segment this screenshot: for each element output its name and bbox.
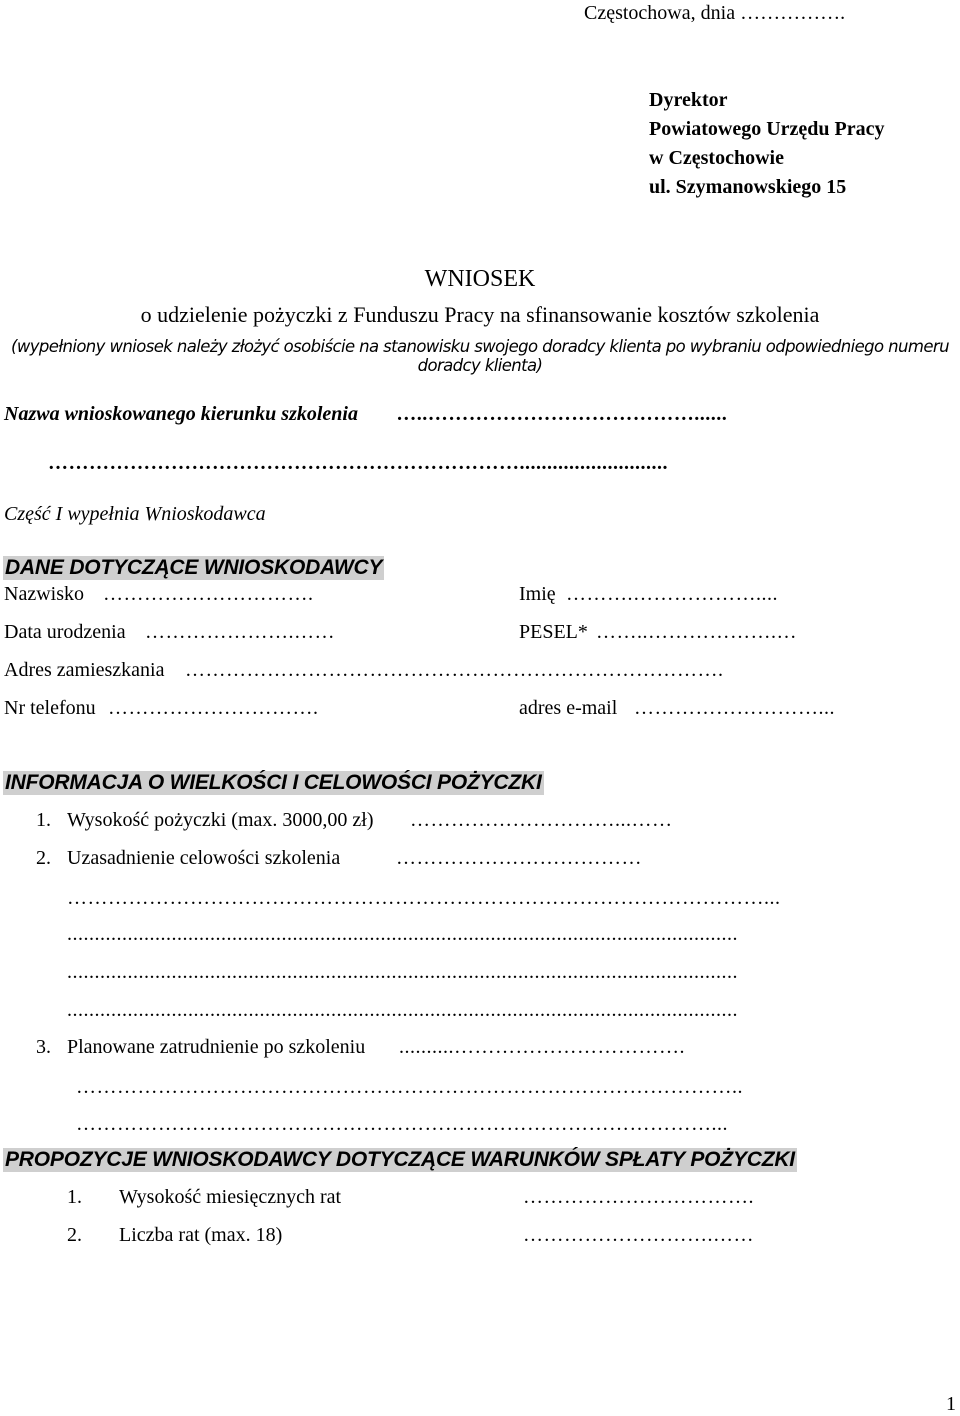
planned-employment-field[interactable]: ..........…………………………….: [399, 1036, 685, 1058]
addressee-line-4: ul. Szymanowskiego 15: [649, 176, 847, 198]
course-name-label: Nazwa wnioskowanego kierunku szkolenia: [4, 403, 358, 425]
applicant-section-heading: DANE DOTYCZĄCE WNIOSKODAWCY: [5, 556, 383, 579]
repay-item-2-number: 2.: [67, 1224, 82, 1246]
loan-amount-field[interactable]: …………………………...……: [410, 809, 673, 831]
instruction-note-line-2: doradcy klienta): [417, 356, 543, 375]
monthly-installment-label: Wysokość miesięcznych rat: [119, 1186, 342, 1208]
justification-line-3[interactable]: ..........................................................................................................................: [67, 961, 738, 983]
surname-label: Nazwisko: [4, 583, 84, 605]
phone-field[interactable]: ………………………….: [108, 697, 319, 719]
addressee-line-3: w Częstochowie: [649, 147, 784, 169]
firstname-field[interactable]: ……….………………....: [566, 583, 778, 605]
installment-count-field[interactable]: ……………………….……: [523, 1224, 754, 1246]
loan-info-section-heading: INFORMACJA O WIELKOŚCI I CELOWOŚCI POŻYCZKI: [5, 771, 542, 794]
address-label: Adres zamieszkania: [4, 659, 165, 681]
planned-employment-line-2[interactable]: …………………………………………………………………………………...: [76, 1113, 728, 1135]
planned-employment-line-1[interactable]: ……………………………………………………………………………………..: [76, 1076, 743, 1098]
justification-label: Uzasadnienie celowości szkolenia: [67, 847, 341, 869]
document-title: WNIOSEK: [424, 266, 536, 292]
justification-line-4[interactable]: ..........................................................................................................................: [67, 999, 738, 1021]
email-field[interactable]: ………………………...: [634, 697, 835, 719]
repay-item-1-number: 1.: [67, 1186, 82, 1208]
loan-amount-label: Wysokość pożyczki (max. 3000,00 zł): [67, 809, 374, 831]
addressee-line-1: Dyrektor: [649, 89, 728, 111]
pesel-field[interactable]: ……..……………….…: [596, 621, 797, 643]
monthly-installment-field[interactable]: …………………………….: [523, 1186, 754, 1208]
justification-line-1[interactable]: …………………………………………………………………………………………...: [67, 887, 781, 909]
justification-field[interactable]: ………………………………: [396, 847, 642, 869]
page-number: 1: [946, 1393, 956, 1415]
justification-line-2[interactable]: ..........................................................................................................................: [67, 923, 738, 945]
document-subtitle: o udzielenie pożyczki z Funduszu Pracy na sfinansowanie kosztów szkolenia: [140, 302, 820, 327]
birthdate-field[interactable]: ………………….……: [145, 621, 335, 643]
repayment-section-heading: PROPOZYCJE WNIOSKODAWCY DOTYCZĄCE WARUNKÓW SPŁATY POŻYCZKI: [5, 1148, 795, 1171]
course-name-field-continued[interactable]: ……………………………………………………………...........................: [48, 452, 668, 474]
phone-label: Nr telefonu: [4, 697, 96, 719]
place-date: Częstochowa, dnia …………….: [584, 2, 846, 24]
loan-item-1-number: 1.: [36, 809, 51, 831]
address-field[interactable]: …………………………………………………………………….: [185, 659, 724, 681]
addressee-line-2: Powiatowego Urzędu Pracy: [649, 118, 885, 140]
loan-item-3-number: 3.: [36, 1036, 51, 1058]
installment-count-label: Liczba rat (max. 18): [119, 1224, 283, 1246]
planned-employment-label: Planowane zatrudnienie po szkoleniu: [67, 1036, 366, 1058]
course-name-field[interactable]: …..…………………………………......: [397, 403, 728, 425]
surname-field[interactable]: ………………………….: [103, 583, 314, 605]
loan-item-2-number: 2.: [36, 847, 51, 869]
pesel-label: PESEL*: [519, 621, 588, 643]
birthdate-label: Data urodzenia: [4, 621, 126, 643]
part-one-label: Część I wypełnia Wnioskodawca: [4, 503, 266, 525]
email-label: adres e-mail: [519, 697, 618, 719]
instruction-note-line-1: (wypełniony wniosek należy złożyć osobiście na stanowisku swojego doradcy klienta po wybraniu odpowiedniego numeru: [11, 337, 949, 356]
firstname-label: Imię: [519, 583, 556, 605]
